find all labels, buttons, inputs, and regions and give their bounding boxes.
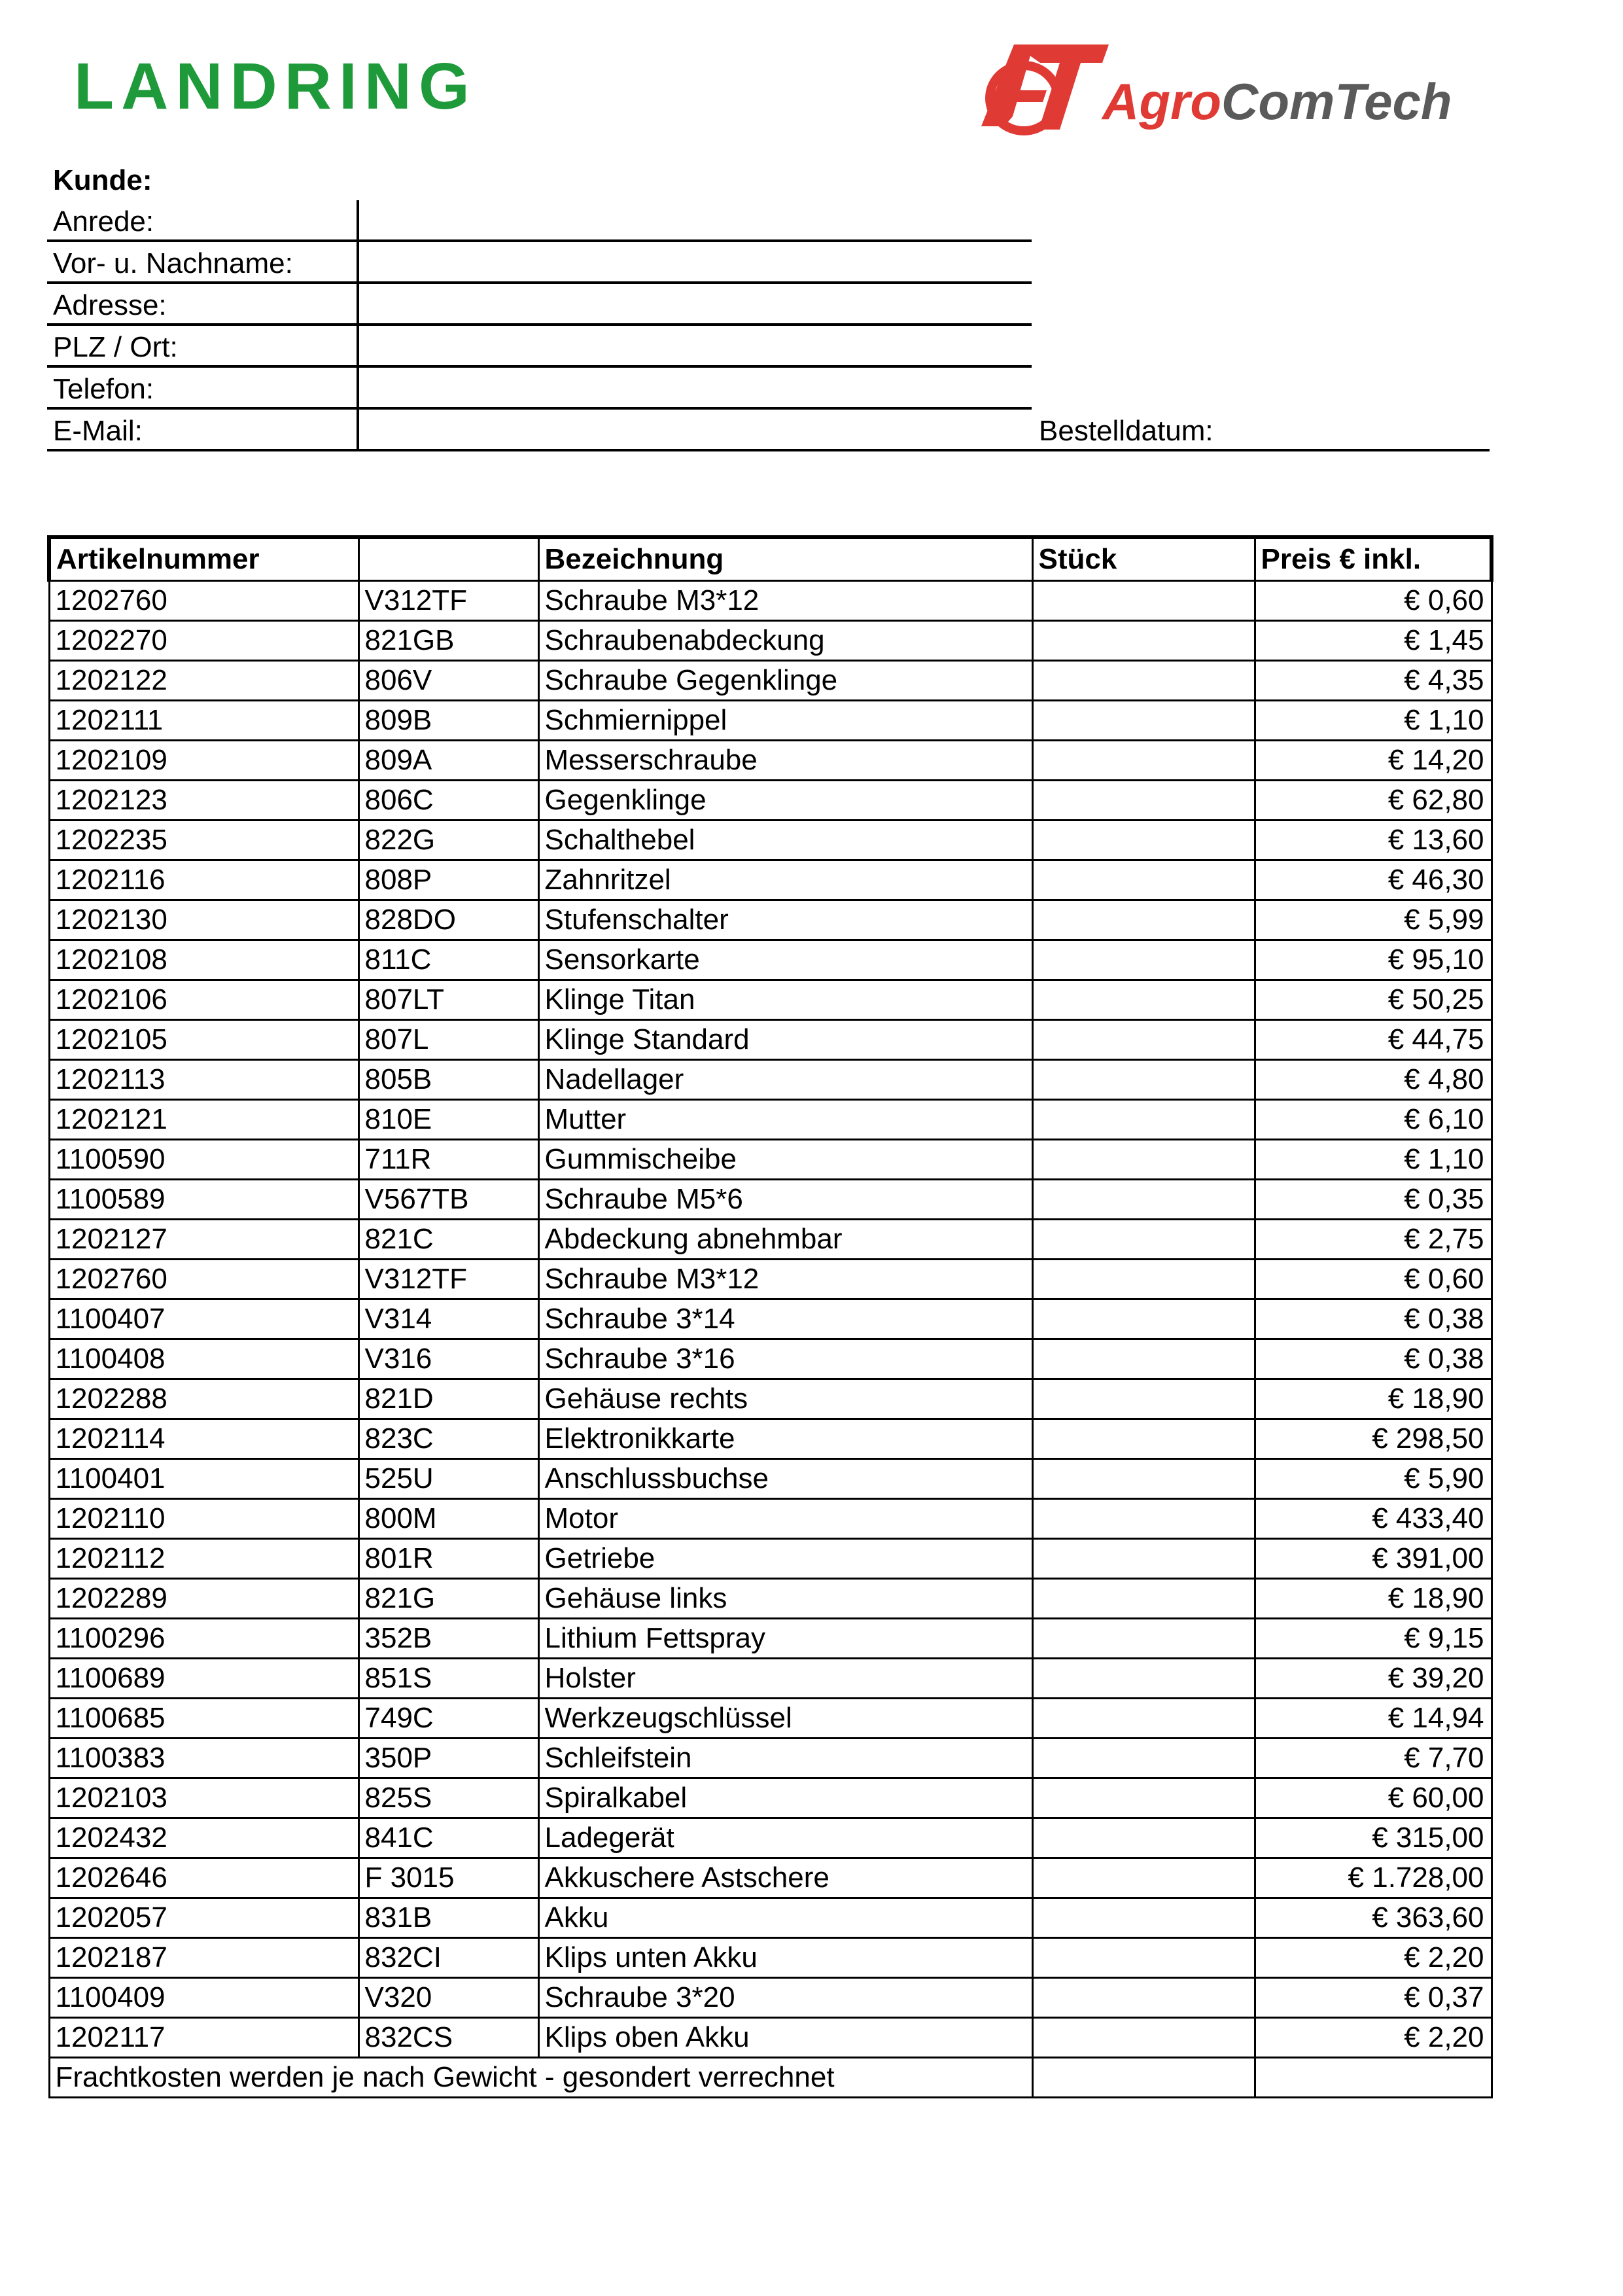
description-cell: Klinge Standard [538,1020,1032,1060]
code-cell: 828DO [358,900,538,940]
table-row [49,1459,1492,1499]
article-number-cell: 1202108 [49,940,358,980]
code-cell: 825S [358,1778,538,1818]
description-cell: Schraube M3*12 [538,1260,1032,1299]
quantity-cell[interactable] [1032,1299,1255,1339]
article-number-cell: 1202270 [49,621,358,661]
table-row [49,1659,1492,1699]
article-number-cell: 1202110 [49,1499,358,1539]
description-cell: Messerschraube [538,741,1032,781]
order-date-label: Bestelldatum: [1039,415,1213,447]
quantity-cell[interactable] [1032,1220,1255,1260]
description-cell: Schraube M5*6 [538,1180,1032,1220]
code-cell: 808P [358,860,538,900]
description-cell: Schraube 3*20 [538,1978,1032,2018]
code-cell: 821G [358,1579,538,1619]
code-cell: 841C [358,1818,538,1858]
article-number-cell: 1202111 [49,701,358,741]
code-cell: 807LT [358,980,538,1020]
salutation-label: Anrede: [53,205,154,238]
price-cell: € 39,20 [1255,1659,1492,1699]
quantity-cell[interactable] [1032,1100,1255,1140]
quantity-cell[interactable] [1032,860,1255,900]
code-cell: 832CS [358,2018,538,2058]
quantity-cell[interactable] [1032,1180,1255,1220]
article-number-cell: 1100401 [49,1459,358,1499]
price-cell: € 14,20 [1255,741,1492,781]
article-number-cell: 1202235 [49,821,358,860]
quantity-cell[interactable] [1032,1140,1255,1180]
agrocomtech-wordmark: AgroComTech [1102,73,1452,130]
price-cell: € 60,00 [1255,1778,1492,1818]
header-quantity: Stück [1032,537,1255,581]
description-cell: Elektronikkarte [538,1419,1032,1459]
description-cell: Getriebe [538,1539,1032,1579]
article-number-cell: 1100685 [49,1699,358,1739]
price-cell: € 1.728,00 [1255,1858,1492,1898]
code-cell: 821GB [358,621,538,661]
table-row [49,1379,1492,1419]
table-row [49,1619,1492,1659]
quantity-cell[interactable] [1032,1699,1255,1739]
quantity-cell[interactable] [1032,1379,1255,1419]
description-cell: Klips unten Akku [538,1938,1032,1978]
quantity-cell[interactable] [1032,1459,1255,1499]
article-number-cell: 1202130 [49,900,358,940]
code-cell: 711R [358,1140,538,1180]
price-cell: € 5,90 [1255,1459,1492,1499]
code-cell: 800M [358,1499,538,1539]
table-header-row [49,537,1492,581]
price-cell: € 44,75 [1255,1020,1492,1060]
table-row [49,1499,1492,1539]
price-cell: € 0,37 [1255,1978,1492,2018]
quantity-cell[interactable] [1032,1898,1255,1938]
table-row [49,940,1492,980]
table-row [49,1220,1492,1260]
table-row [49,1539,1492,1579]
quantity-cell[interactable] [1032,2018,1255,2058]
article-number-cell: 1202114 [49,1419,358,1459]
code-cell: 831B [358,1898,538,1938]
table-row [49,1299,1492,1339]
price-cell: € 2,75 [1255,1220,1492,1260]
article-number-cell: 1100589 [49,1180,358,1220]
code-cell: 809A [358,741,538,781]
quantity-cell[interactable] [1032,1539,1255,1579]
table-row [49,1978,1492,2018]
price-cell: € 6,10 [1255,1100,1492,1140]
table-row [49,1818,1492,1858]
description-cell: Schraube M3*12 [538,581,1032,621]
table-row [49,1778,1492,1818]
description-cell: Schmiernippel [538,701,1032,741]
quantity-cell[interactable] [1032,1659,1255,1699]
description-cell: Lithium Fettspray [538,1619,1032,1659]
price-cell: € 0,60 [1255,581,1492,621]
zip-city-label: PLZ / Ort: [53,331,178,363]
price-cell: € 5,99 [1255,900,1492,940]
table-row [49,1260,1492,1299]
description-cell: Schraubenabdeckung [538,621,1032,661]
quantity-cell[interactable] [1032,1260,1255,1299]
description-cell: Klinge Titan [538,980,1032,1020]
quantity-cell[interactable] [1032,1818,1255,1858]
code-cell: 749C [358,1699,538,1739]
article-number-cell: 1202117 [49,2018,358,2058]
price-cell: € 14,94 [1255,1699,1492,1739]
description-cell: Zahnritzel [538,860,1032,900]
quantity-cell[interactable] [1032,661,1255,701]
quantity-cell[interactable] [1032,1060,1255,1100]
code-cell: 350P [358,1739,538,1778]
code-cell: 832CI [358,1938,538,1978]
article-number-cell: 1202103 [49,1778,358,1818]
quantity-cell[interactable] [1032,1339,1255,1379]
table-footer-row [49,2058,1492,2098]
table-row [49,1100,1492,1140]
table-row [49,1739,1492,1778]
price-cell: € 62,80 [1255,781,1492,821]
table-row [49,1579,1492,1619]
article-number-cell: 1202646 [49,1858,358,1898]
table-row [49,1699,1492,1739]
article-number-cell: 1202121 [49,1100,358,1140]
header-article-number: Artikelnummer [49,537,358,581]
article-number-cell: 1100296 [49,1619,358,1659]
article-number-cell: 1202109 [49,741,358,781]
price-cell: € 95,10 [1255,940,1492,980]
description-cell: Gehäuse rechts [538,1379,1032,1419]
price-cell: € 2,20 [1255,1938,1492,1978]
table-row [49,1140,1492,1180]
zip-city-field[interactable] [47,365,1032,368]
code-cell: 851S [358,1659,538,1699]
code-cell: 822G [358,821,538,860]
quantity-cell[interactable] [1032,900,1255,940]
article-number-cell: 1100383 [49,1739,358,1778]
article-number-cell: 1202112 [49,1539,358,1579]
article-number-cell: 1100689 [49,1659,358,1699]
table-row [49,900,1492,940]
table-row [49,1339,1492,1379]
description-cell: Schleifstein [538,1739,1032,1778]
article-number-cell: 1100407 [49,1299,358,1339]
description-cell: Schalthebel [538,821,1032,860]
code-cell: V320 [358,1978,538,2018]
table-row [49,860,1492,900]
table-row [49,621,1492,661]
table-row [49,581,1492,621]
code-cell: 806C [358,781,538,821]
parts-order-table [47,535,1493,2098]
header-description: Bezeichnung [538,537,1032,581]
agrocomtech-logo [968,38,1465,143]
description-cell: Sensorkarte [538,940,1032,980]
table-row [49,821,1492,860]
salutation-field[interactable] [47,239,1032,242]
code-cell: 806V [358,661,538,701]
email-and-date-field[interactable] [47,449,1490,451]
price-cell: € 0,35 [1255,1180,1492,1220]
quantity-cell[interactable] [1032,940,1255,980]
description-cell: Klips oben Akku [538,2018,1032,2058]
article-number-cell: 1100590 [49,1140,358,1180]
article-number-cell: 1202116 [49,860,358,900]
price-cell: € 315,00 [1255,1818,1492,1858]
article-number-cell: 1202122 [49,661,358,701]
description-cell: Akkuschere Astschere [538,1858,1032,1898]
price-cell: € 298,50 [1255,1419,1492,1459]
quantity-cell[interactable] [1032,1020,1255,1060]
code-cell: 821D [358,1379,538,1419]
code-cell: 352B [358,1619,538,1659]
quantity-cell[interactable] [1032,821,1255,860]
phone-label: Telefon: [53,373,154,405]
price-cell: € 0,38 [1255,1339,1492,1379]
code-cell: 801R [358,1539,538,1579]
article-number-cell: 1202760 [49,581,358,621]
code-cell: V567TB [358,1180,538,1220]
phone-field[interactable] [47,407,1032,410]
article-number-cell: 1202289 [49,1579,358,1619]
description-cell: Stufenschalter [538,900,1032,940]
table-row [49,1020,1492,1060]
quantity-cell[interactable] [1032,980,1255,1020]
price-cell: € 433,40 [1255,1499,1492,1539]
table-row [49,1060,1492,1100]
quantity-cell[interactable] [1032,1978,1255,2018]
code-cell: 805B [358,1060,538,1100]
price-cell: € 13,60 [1255,821,1492,860]
table-row [49,741,1492,781]
customer-heading: Kunde: [53,164,152,196]
name-field[interactable] [47,281,1032,284]
article-number-cell: 1202057 [49,1898,358,1938]
quantity-cell[interactable] [1032,781,1255,821]
description-cell: Ladegerät [538,1818,1032,1858]
article-number-cell: 1100409 [49,1978,358,2018]
code-cell: 823C [358,1419,538,1459]
article-number-cell: 1202113 [49,1060,358,1100]
description-cell: Akku [538,1898,1032,1938]
act-logo-mark-icon [968,38,1112,136]
article-number-cell: 1202432 [49,1818,358,1858]
code-cell: 811C [358,940,538,980]
quantity-cell[interactable] [1032,1938,1255,1978]
email-label: E-Mail: [53,415,143,447]
table-row [49,1938,1492,1978]
description-cell: Anschlussbuchse [538,1459,1032,1499]
table-row [49,701,1492,741]
quantity-cell[interactable] [1032,741,1255,781]
code-cell: 809B [358,701,538,741]
article-number-cell: 1202105 [49,1020,358,1060]
footer-price-cell [1255,2058,1492,2098]
price-cell: € 9,15 [1255,1619,1492,1659]
price-cell: € 18,90 [1255,1379,1492,1419]
quantity-cell[interactable] [1032,1419,1255,1459]
description-cell: Mutter [538,1100,1032,1140]
description-cell: Werkzeugschlüssel [538,1699,1032,1739]
quantity-cell[interactable] [1032,1739,1255,1778]
description-cell: Schraube Gegenklinge [538,661,1032,701]
description-cell: Gegenklinge [538,781,1032,821]
code-cell: 807L [358,1020,538,1060]
description-cell: Spiralkabel [538,1778,1032,1818]
customer-form-divider [357,200,359,451]
quantity-cell[interactable] [1032,1778,1255,1818]
table-row [49,1858,1492,1898]
quantity-cell[interactable] [1032,701,1255,741]
quantity-cell[interactable] [1032,1499,1255,1539]
price-cell: € 0,60 [1255,1260,1492,1299]
table-row [49,980,1492,1020]
price-cell: € 1,10 [1255,1140,1492,1180]
description-cell: Nadellager [538,1060,1032,1100]
table-row [49,781,1492,821]
price-cell: € 46,30 [1255,860,1492,900]
table-row [49,1180,1492,1220]
description-cell: Abdeckung abnehmbar [538,1220,1032,1260]
article-number-cell: 1202288 [49,1379,358,1419]
table-row [49,1898,1492,1938]
article-number-cell: 1202123 [49,781,358,821]
code-cell: V314 [358,1299,538,1339]
description-cell: Gehäuse links [538,1579,1032,1619]
quantity-cell[interactable] [1032,1858,1255,1898]
price-cell: € 18,90 [1255,1579,1492,1619]
quantity-cell[interactable] [1032,1579,1255,1619]
price-cell: € 391,00 [1255,1539,1492,1579]
table-row [49,2018,1492,2058]
address-label: Adresse: [53,289,167,321]
freight-cost-note: Frachtkosten werden je nach Gewicht - gesondert verrechnet [49,2058,1032,2098]
code-cell: 525U [358,1459,538,1499]
description-cell: Holster [538,1659,1032,1699]
footer-quantity-cell [1032,2058,1255,2098]
header-price: Preis € inkl. [1255,537,1492,581]
code-cell: V316 [358,1339,538,1379]
quantity-cell[interactable] [1032,1619,1255,1659]
landring-logo: LANDRING [74,50,477,123]
address-field[interactable] [47,323,1032,326]
name-label: Vor- u. Nachname: [53,247,293,279]
price-cell: € 0,38 [1255,1299,1492,1339]
description-cell: Schraube 3*14 [538,1299,1032,1339]
quantity-cell[interactable] [1032,621,1255,661]
table-row [49,661,1492,701]
header-code [358,537,538,581]
code-cell: V312TF [358,1260,538,1299]
price-cell: € 7,70 [1255,1739,1492,1778]
code-cell: F 3015 [358,1858,538,1898]
article-number-cell: 1202760 [49,1260,358,1299]
quantity-cell[interactable] [1032,581,1255,621]
article-number-cell: 1202187 [49,1938,358,1978]
price-cell: € 4,35 [1255,661,1492,701]
description-cell: Schraube 3*16 [538,1339,1032,1379]
price-cell: € 50,25 [1255,980,1492,1020]
article-number-cell: 1100408 [49,1339,358,1379]
table-row [49,1419,1492,1459]
price-cell: € 363,60 [1255,1898,1492,1938]
code-cell: V312TF [358,581,538,621]
price-cell: € 1,10 [1255,701,1492,741]
price-cell: € 4,80 [1255,1060,1492,1100]
description-cell: Gummischeibe [538,1140,1032,1180]
article-number-cell: 1202127 [49,1220,358,1260]
code-cell: 821C [358,1220,538,1260]
article-number-cell: 1202106 [49,980,358,1020]
code-cell: 810E [358,1100,538,1140]
price-cell: € 1,45 [1255,621,1492,661]
price-cell: € 2,20 [1255,2018,1492,2058]
description-cell: Motor [538,1499,1032,1539]
